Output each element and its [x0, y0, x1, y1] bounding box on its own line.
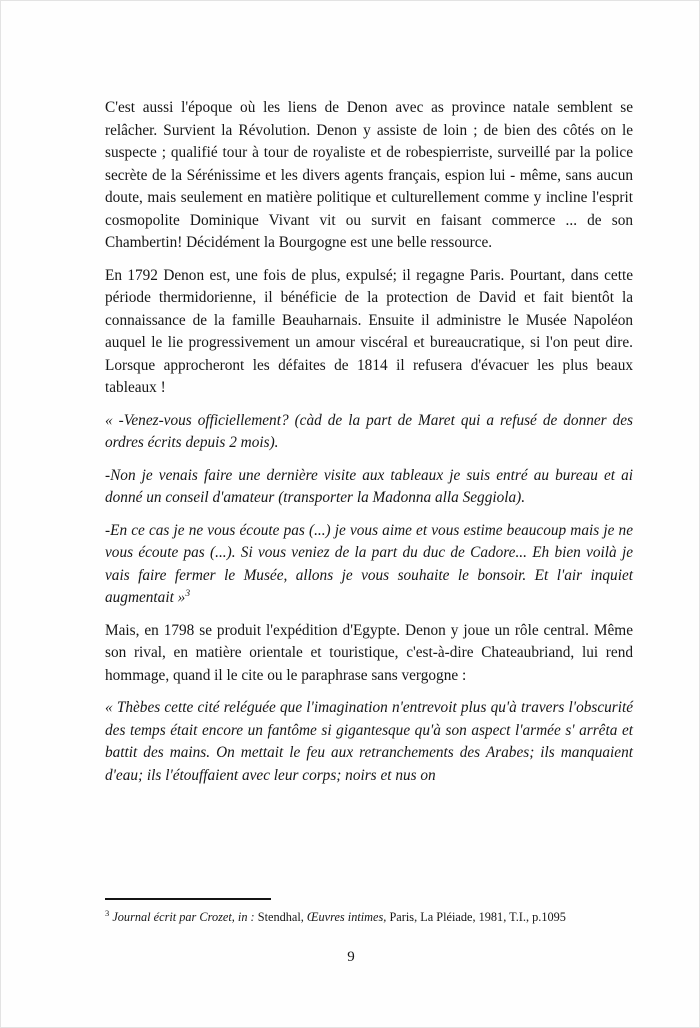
footnote-text	[105, 909, 633, 925]
footnote-publication-info: Paris, La Pléiade, 1981, T.I., p.1095	[389, 910, 566, 924]
quote-paragraph-4: « Thèbes cette cité reléguée que l'imagination n'entrevoit plus qu'à travers l'obscurité des temps était encore un fantôme si gigantesque qu'à son aspect l'armée s' arrêta et battit des mains. On mettait le feu aux retranchements des Arabes; ils manquaient d'eau; ils l'étouffaient avec leur corps; noirs et nus on	[105, 699, 633, 784]
page-number: 9	[347, 949, 355, 965]
quote-paragraph-1: « -Venez-vous officiellement? (càd de la part de Maret qui a refusé de donner des ordres écrits depuis 2 mois).	[105, 411, 633, 451]
quote-paragraph-2: -Non je venais faire une dernière visite aux tableaux je suis entré au bureau et ai donné un conseil d'amateur (transporter la Madonna alla Seggiola).	[105, 466, 633, 506]
paragraph-2: En 1792 Denon est, une fois de plus, expulsé; il regagne Paris. Pourtant, dans cette période thermidorienne, il bénéficie de la protection de David et fait bientôt la connaissance de la famille Beauharnais. Ensuite il administre le Musée Napoléon auquel le lie progressivement un amour viscéral et bureaucratique, si l'on peut dire. Lorsque approcheront les défaites de 1814 il refusera d'évacuer les plus beaux tableaux !	[105, 266, 633, 396]
quote-paragraph-3	[105, 520, 633, 610]
footnote-separator	[105, 898, 271, 900]
paragraph-1: C'est aussi l'époque où les liens de Denon avec as province natale semblent se relâcher. Survient la Révolution. Denon y assiste de loin ; de bien des côtés on le suspecte ; qualifié tour à tour de royaliste et de robespierriste, surveillé par la police secrète de la Sérénissime et les divers agents français, espion lui - même, sans aucun doute, mais seulement en matière politique et culturellement comme y incline l'esprit cosmopolite Dominique Vivant vit ou survit en faisant commerce ... de son Chambertin! Décidément la Bourgogne est une belle ressource.	[105, 99, 633, 251]
quote-text: -En ce cas je ne vous écoute pas (...) je vous aime et vous estime beaucoup mais je ne vous écoute pas (...). Si vous veniez de la part du duc de Cadore... Eh bien voilà je vais faire fermer le Musée, allons je vous souhaite le bonsoir. Et l'air inquiet augmentait »	[105, 521, 633, 606]
footnote-source-title: Journal écrit par Crozet, in :	[112, 910, 255, 924]
footnote-marker: 3	[105, 907, 110, 918]
footnote-section	[105, 898, 633, 925]
footnote-work-title: Œuvres intimes,	[306, 910, 387, 924]
footnote-reference: 3	[185, 588, 191, 599]
page-body	[105, 97, 633, 797]
paragraph-3: Mais, en 1798 se produit l'expédition d'Egypte. Denon y joue un rôle central. Même son rival, en matière orientale et touristique, c'est-à-dire Chateaubriand, lui rend hommage, quand il le cite ou le paraphrase sans vergogne :	[105, 621, 633, 684]
footnote-author: Stendhal,	[257, 910, 304, 924]
